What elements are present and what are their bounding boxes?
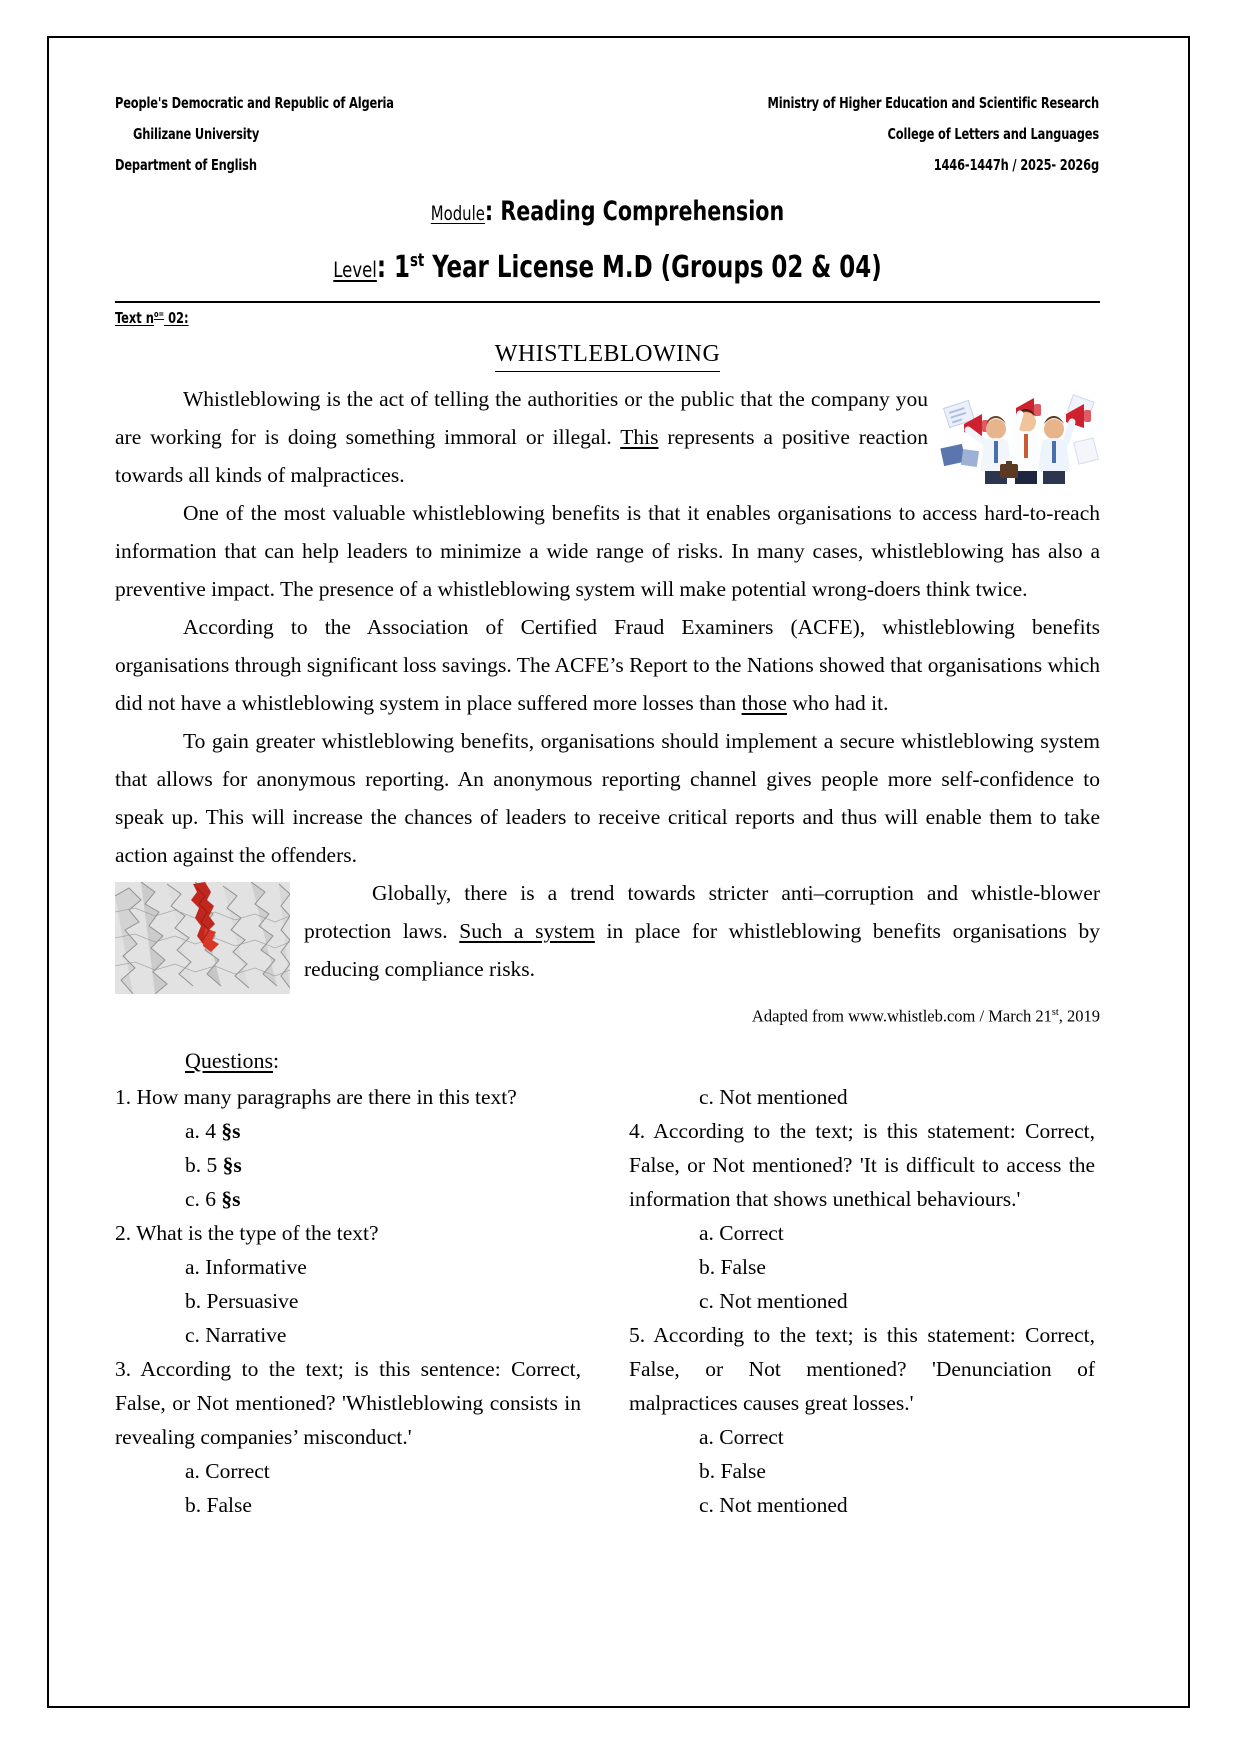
answer-option[interactable]: [699, 1250, 1095, 1284]
paragraph-3-underlined: those: [741, 691, 787, 715]
letterhead-row: [115, 119, 1099, 150]
questions-heading: [185, 1048, 279, 1074]
level-value-rest: Year License M.D (Groups 02 & 04): [432, 250, 882, 285]
answer-option-label: b. Persuasive: [185, 1288, 299, 1313]
crumpled-paper-texture-image: [115, 882, 290, 994]
questions-columns: [115, 1080, 1100, 1522]
answer-option-label: c. Not mentioned: [699, 1084, 848, 1109]
country-line: People's Democratic and Republic of Algeria: [115, 94, 394, 112]
answer-option-label: c. Not mentioned: [699, 1492, 848, 1517]
answer-option[interactable]: [699, 1080, 1095, 1114]
answer-option-label: a. Correct: [699, 1220, 784, 1245]
level-label: Level: [333, 258, 377, 283]
answer-option[interactable]: [699, 1420, 1095, 1454]
answer-option[interactable]: [185, 1318, 581, 1352]
answer-option-label: c. 6: [185, 1186, 222, 1211]
answer-option-label: b. 5: [185, 1152, 223, 1177]
paragraph-5-underlined: Such a system: [459, 919, 595, 943]
text-number-value: 02:: [164, 309, 189, 327]
module-label: Module: [430, 202, 485, 225]
level-line: [189, 237, 1026, 295]
answer-option[interactable]: [185, 1250, 581, 1284]
answer-option-label: a. Correct: [699, 1424, 784, 1449]
answer-option[interactable]: [699, 1488, 1095, 1522]
answer-option-label: b. False: [185, 1492, 252, 1517]
answer-option-label: b. False: [699, 1458, 766, 1483]
title-block: [115, 191, 1100, 295]
answer-option-label: c. Not mentioned: [699, 1288, 848, 1313]
text-number-superscript: o=: [153, 310, 165, 320]
question-text: 2. What is the type of the text?: [115, 1220, 379, 1245]
answer-option[interactable]: [185, 1182, 581, 1216]
section-mark: §s: [221, 1186, 241, 1211]
source-ordinal-superscript: st: [1051, 1007, 1059, 1018]
section-mark: §s: [222, 1152, 242, 1177]
letterhead-row: [115, 88, 1099, 119]
answer-option-label: a. 4: [185, 1118, 222, 1143]
paragraph-1-b: represents a positive reaction towards all kinds of malpractices.: [115, 425, 929, 487]
level-value-pre: 1: [394, 250, 410, 285]
paragraph-5-a: Globally, there is a trend towards stricter anti–corruption and whistle-blower protection laws.: [304, 881, 1100, 943]
letterhead: [115, 88, 1099, 181]
answer-option[interactable]: [185, 1488, 581, 1522]
letterhead-row: [115, 150, 1099, 181]
questions-heading-label: Questions: [185, 1047, 273, 1073]
paragraph-4: To gain greater whistleblowing benefits, organisations should implement a secure whistleblowing system that allows for anonymous reporting. An anonymous reporting channel gives people more self-confidence to speak up. This will increase the chances of leaders to receive critical reports and thus will enable them to take action against the offenders.: [115, 729, 1100, 867]
answer-option[interactable]: [185, 1284, 581, 1318]
department-line: Department of English: [115, 156, 257, 174]
text-number: [115, 309, 189, 327]
answer-option[interactable]: [699, 1454, 1095, 1488]
module-value: Reading Comprehension: [500, 196, 785, 227]
people-with-megaphones-icon: [938, 384, 1100, 484]
university-line: Ghilizane University: [133, 125, 260, 143]
answer-option[interactable]: [185, 1454, 581, 1488]
questions-column-right: [629, 1080, 1095, 1522]
page-content: [115, 88, 1100, 1738]
paragraph-1-a: Whistleblowing is the act of telling the authorities or the public that the company you are working for is doing something immoral or illegal.: [115, 387, 928, 449]
source-year: , 2019: [1058, 1006, 1100, 1026]
answer-option[interactable]: [185, 1114, 581, 1148]
ministry-line: Ministry of Higher Education and Scientific Research: [767, 94, 1099, 112]
answer-option-label: a. Informative: [185, 1254, 307, 1279]
answer-option-label: c. Narrative: [185, 1322, 287, 1347]
question-text: 4. According to the text; is this statement: Correct, False, or Not mentioned? 'It is difficult to access the information that shows unethical behaviours.': [629, 1118, 1095, 1211]
source-attribution: [115, 1002, 1100, 1028]
module-line: [189, 191, 1026, 235]
level-colon: :: [376, 250, 395, 285]
answer-option[interactable]: [699, 1284, 1095, 1318]
paragraph-3-a: According to the Association of Certified Fraud Examiners (ACFE), whistleblowing benefits organisations through significant loss savings. The ACFE’s Report to the Nations showed that organisations which did not have a whistleblowing system in place suffered more losses than: [115, 615, 1100, 715]
paragraph-3: [115, 608, 1100, 722]
question-text: 5. According to the text; is this statement: Correct, False, or Not mentioned? 'Denunciation of malpractices causes great losses.': [629, 1322, 1095, 1415]
college-line: College of Letters and Languages: [887, 125, 1099, 143]
questions-column-left: [115, 1080, 581, 1522]
academic-year-line: 1446-1447h / 2025- 2026g: [933, 156, 1099, 174]
answer-option[interactable]: [185, 1148, 581, 1182]
question-text: 1. How many paragraphs are there in this text?: [115, 1084, 517, 1109]
article-title-text: WHISTLEBLOWING: [495, 342, 721, 372]
article: [115, 342, 1100, 1028]
article-title: [115, 342, 1100, 372]
level-value-superscript: st: [409, 251, 425, 271]
answer-option-label: a. Correct: [185, 1458, 270, 1483]
answer-option-label: b. False: [699, 1254, 766, 1279]
paragraph-3-b: who had it.: [786, 691, 889, 715]
text-number-label: Text n: [115, 309, 154, 327]
module-colon: :: [484, 196, 501, 227]
question-text: 3. According to the text; is this sentence: Correct, False, or Not mentioned? 'Whistleblowing consists in revealing companies’ misconduct.': [115, 1356, 581, 1449]
page-border: [47, 36, 1190, 1708]
section-mark: §s: [221, 1118, 241, 1143]
source-text: Adapted from www.whistleb.com / March 21: [751, 1006, 1052, 1026]
header-divider: [115, 301, 1100, 303]
questions-heading-colon: :: [273, 1047, 280, 1073]
paragraph-5-b: in place for whistleblowing benefits organisations by reducing compliance risks.: [304, 919, 1100, 981]
answer-option[interactable]: [699, 1216, 1095, 1250]
paragraph-1-underlined: This: [620, 425, 659, 449]
paragraph-2: One of the most valuable whistleblowing benefits is that it enables organisations to access hard-to-reach information that can help leaders to minimize a wide range of risks. In many cases, whistleblowing has also a preventive impact. The presence of a whistleblowing system will make potential wrong-doers think twice.: [115, 501, 1100, 601]
